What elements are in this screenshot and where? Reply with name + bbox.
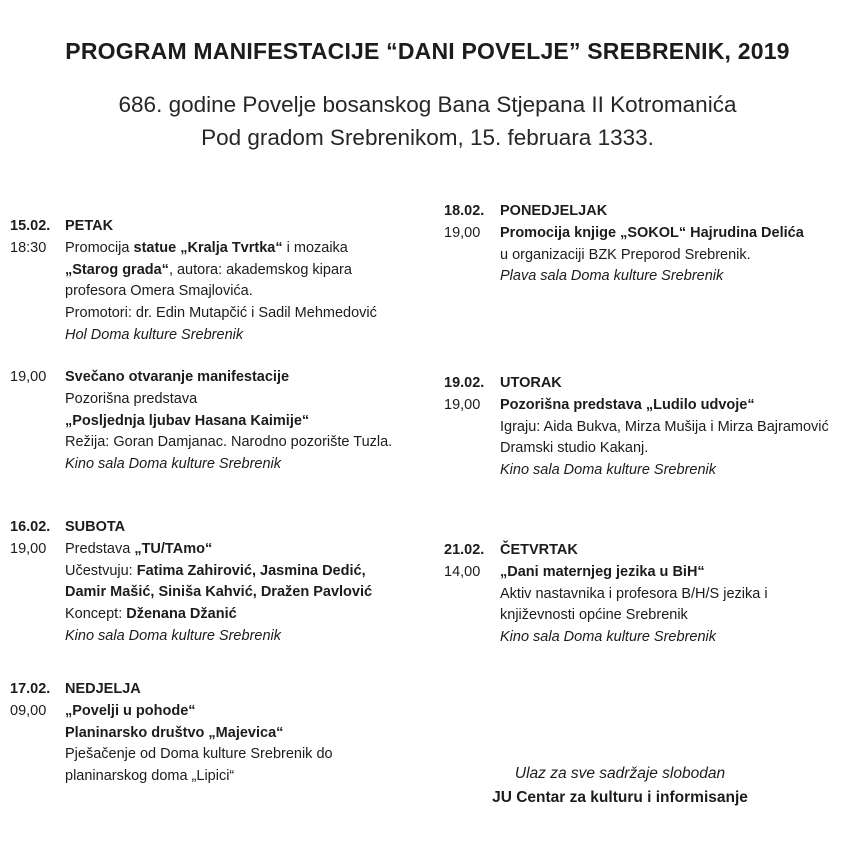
event-detail-line: [500, 562, 768, 584]
event-detail-line: [65, 303, 377, 325]
subtitle-line: 686. godine Povelje bosanskog Bana Stjepana II Kotromanića: [118, 92, 737, 117]
event-detail-line: [500, 395, 829, 417]
day-19-02: [444, 373, 829, 482]
event-list: [10, 539, 372, 648]
event-text: Planinarsko društvo „Majevica“: [65, 724, 284, 741]
schedule-event: [444, 562, 768, 649]
event-text: , autora: akademskog kipara: [168, 261, 352, 278]
event-text: i mozaika: [282, 239, 348, 256]
event-detail-line: [65, 561, 372, 583]
event-text: Hol Doma kulture Srebrenik: [65, 326, 244, 343]
event-detail-line: [65, 626, 372, 648]
day-15-02: [10, 216, 377, 347]
event-details: [500, 562, 768, 649]
day-16-02: [10, 517, 372, 648]
day-heading: [10, 679, 333, 701]
event-detail-line: [65, 582, 372, 604]
event-detail-line: [500, 584, 768, 606]
event-detail-line: [65, 238, 377, 260]
event-text: „Posljednja ljubav Hasana Kaimije“: [65, 412, 310, 429]
event-details: [65, 539, 372, 648]
day-name: NEDJELJA: [65, 681, 141, 697]
event-list: [444, 562, 768, 649]
day-15-02-opening: [10, 367, 392, 476]
event-text: književnosti općine Srebrenik: [500, 607, 688, 624]
event-list: [10, 367, 392, 476]
day-name: UTORAK: [500, 375, 562, 391]
event-text: Dramski studio Kakanj.: [500, 440, 649, 457]
day-heading: [10, 216, 377, 238]
event-text: Promotori: dr. Edin Mutapčić i Sadil Mehmedović: [65, 305, 377, 322]
event-text: profesora Omera Smajlovića.: [65, 283, 253, 300]
event-detail-line: [500, 605, 768, 627]
day-date: 21.02.: [444, 542, 485, 558]
day-name: PETAK: [65, 218, 114, 234]
day-name: SUBOTA: [65, 519, 126, 535]
event-list: [10, 238, 377, 347]
day-date: 19.02.: [444, 375, 485, 391]
event-details: [65, 238, 377, 347]
event-text: Režija: Goran Damjanac. Narodno pozorište Tuzla.: [65, 434, 393, 451]
event-detail-line: [500, 460, 829, 482]
footer-entry-note: Ulaz za sve sadržaje slobodan: [514, 765, 726, 782]
day-heading: [444, 540, 768, 562]
day-17-02: [10, 679, 333, 788]
event-text: planinarskog doma „Lipici“: [65, 768, 235, 785]
event-text: Učestvuju:: [65, 562, 137, 579]
event-detail-line: [65, 367, 392, 389]
day-21-02: [444, 540, 768, 649]
event-text: Pješačenje od Doma kulture Srebrenik do: [65, 746, 333, 763]
event-time: 19,00: [444, 396, 481, 413]
event-text: „Starog grada“: [65, 261, 169, 278]
event-text: Promocija knjige „SOKOL“ Hajrudina Delića: [500, 224, 804, 241]
event-text: Predstava: [65, 540, 135, 557]
day-date: 15.02.: [10, 218, 51, 234]
schedule-event: [10, 367, 392, 476]
event-text: Promocija: [65, 239, 134, 256]
event-details: [500, 395, 829, 482]
event-text: Kino sala Doma kulture Srebrenik: [500, 629, 716, 646]
event-time: 19,00: [10, 540, 47, 557]
event-detail-line: [65, 411, 392, 433]
event-time: 19,00: [444, 224, 481, 241]
event-detail-line: [500, 266, 804, 288]
event-text: „TU/TAmo“: [134, 540, 213, 557]
event-text: statue „Kralja Tvrtka“: [133, 239, 283, 256]
event-detail-line: [65, 723, 333, 745]
schedule-event: [10, 701, 333, 788]
event-detail-line: [65, 744, 333, 766]
event-detail-line: [65, 281, 377, 303]
event-detail-line: [65, 325, 377, 347]
event-text: Aktiv nastavnika i profesora B/H/S jezika i: [500, 585, 768, 602]
event-detail-line: [500, 438, 829, 460]
event-list: [10, 701, 333, 788]
event-detail-line: [65, 432, 392, 454]
event-detail-line: [65, 260, 377, 282]
event-time: 19,00: [10, 369, 47, 385]
event-detail-line: [500, 417, 829, 439]
event-text: Damir Mašić, Siniša Kahvić, Dražen Pavlović: [65, 584, 373, 601]
day-18-02: [444, 201, 804, 288]
event-text: u organizaciji BZK Preporod Srebrenik.: [500, 246, 751, 263]
event-list: [444, 223, 804, 288]
schedule-event: [444, 223, 804, 288]
footer: [460, 762, 780, 810]
event-detail-line: [65, 389, 392, 411]
event-detail-line: [65, 766, 333, 788]
event-text: Kino sala Doma kulture Srebrenik: [500, 462, 716, 479]
event-details: [65, 701, 333, 788]
day-heading: [10, 517, 372, 539]
event-text: Pozorišna predstava: [65, 390, 198, 407]
event-text: Kino sala Doma kulture Srebrenik: [65, 627, 281, 644]
schedule-event: [10, 238, 377, 347]
schedule-event: [10, 539, 372, 648]
event-text: „Povelji u pohode“: [65, 702, 196, 719]
event-detail-line: [65, 701, 333, 723]
event-details: [500, 223, 804, 288]
event-detail-line: [500, 627, 768, 649]
event-time: 14,00: [444, 563, 481, 580]
page-title: PROGRAM MANIFESTACIJE “DANI POVELJE” SREBRENIK, 2019: [65, 38, 790, 64]
event-text: Pozorišna predstava „Ludilo udvoje“: [500, 396, 755, 413]
day-name: PONEDJELJAK: [500, 203, 608, 219]
day-date: 18.02.: [444, 203, 485, 219]
day-date: 16.02.: [10, 519, 51, 535]
event-detail-line: [500, 245, 804, 267]
event-time: 09,00: [10, 702, 47, 719]
event-list: [444, 395, 829, 482]
event-text: Dženana Džanić: [126, 606, 237, 623]
event-detail-line: [65, 604, 372, 626]
day-heading: [444, 201, 804, 223]
event-text: Kino sala Doma kulture Srebrenik: [65, 456, 281, 473]
event-details: [65, 367, 392, 476]
footer-organizer: JU Centar za kulturu i informisanje: [492, 789, 748, 806]
subtitle: [0, 88, 855, 154]
event-text: „Dani maternjeg jezika u BiH“: [500, 563, 705, 580]
event-detail-line: [500, 223, 804, 245]
day-heading: [444, 373, 829, 395]
event-text: Fatima Zahirović, Jasmina Dedić,: [136, 562, 366, 579]
event-text: Plava sala Doma kulture Srebrenik: [500, 268, 724, 285]
event-text: Igraju: Aida Bukva, Mirza Mušija i Mirza Bajramović: [500, 418, 829, 435]
event-detail-line: [65, 454, 392, 476]
event-time: 18:30: [10, 239, 47, 256]
subtitle-line: Pod gradom Srebrenikom, 15. februara 1333.: [201, 125, 654, 150]
schedule-event: [444, 395, 829, 482]
event-text: Svečano otvaranje manifestacije: [65, 369, 290, 385]
event-text: Koncept:: [65, 606, 127, 623]
event-detail-line: [65, 539, 372, 561]
day-date: 17.02.: [10, 681, 51, 697]
day-name: ČETVRTAK: [500, 542, 578, 558]
